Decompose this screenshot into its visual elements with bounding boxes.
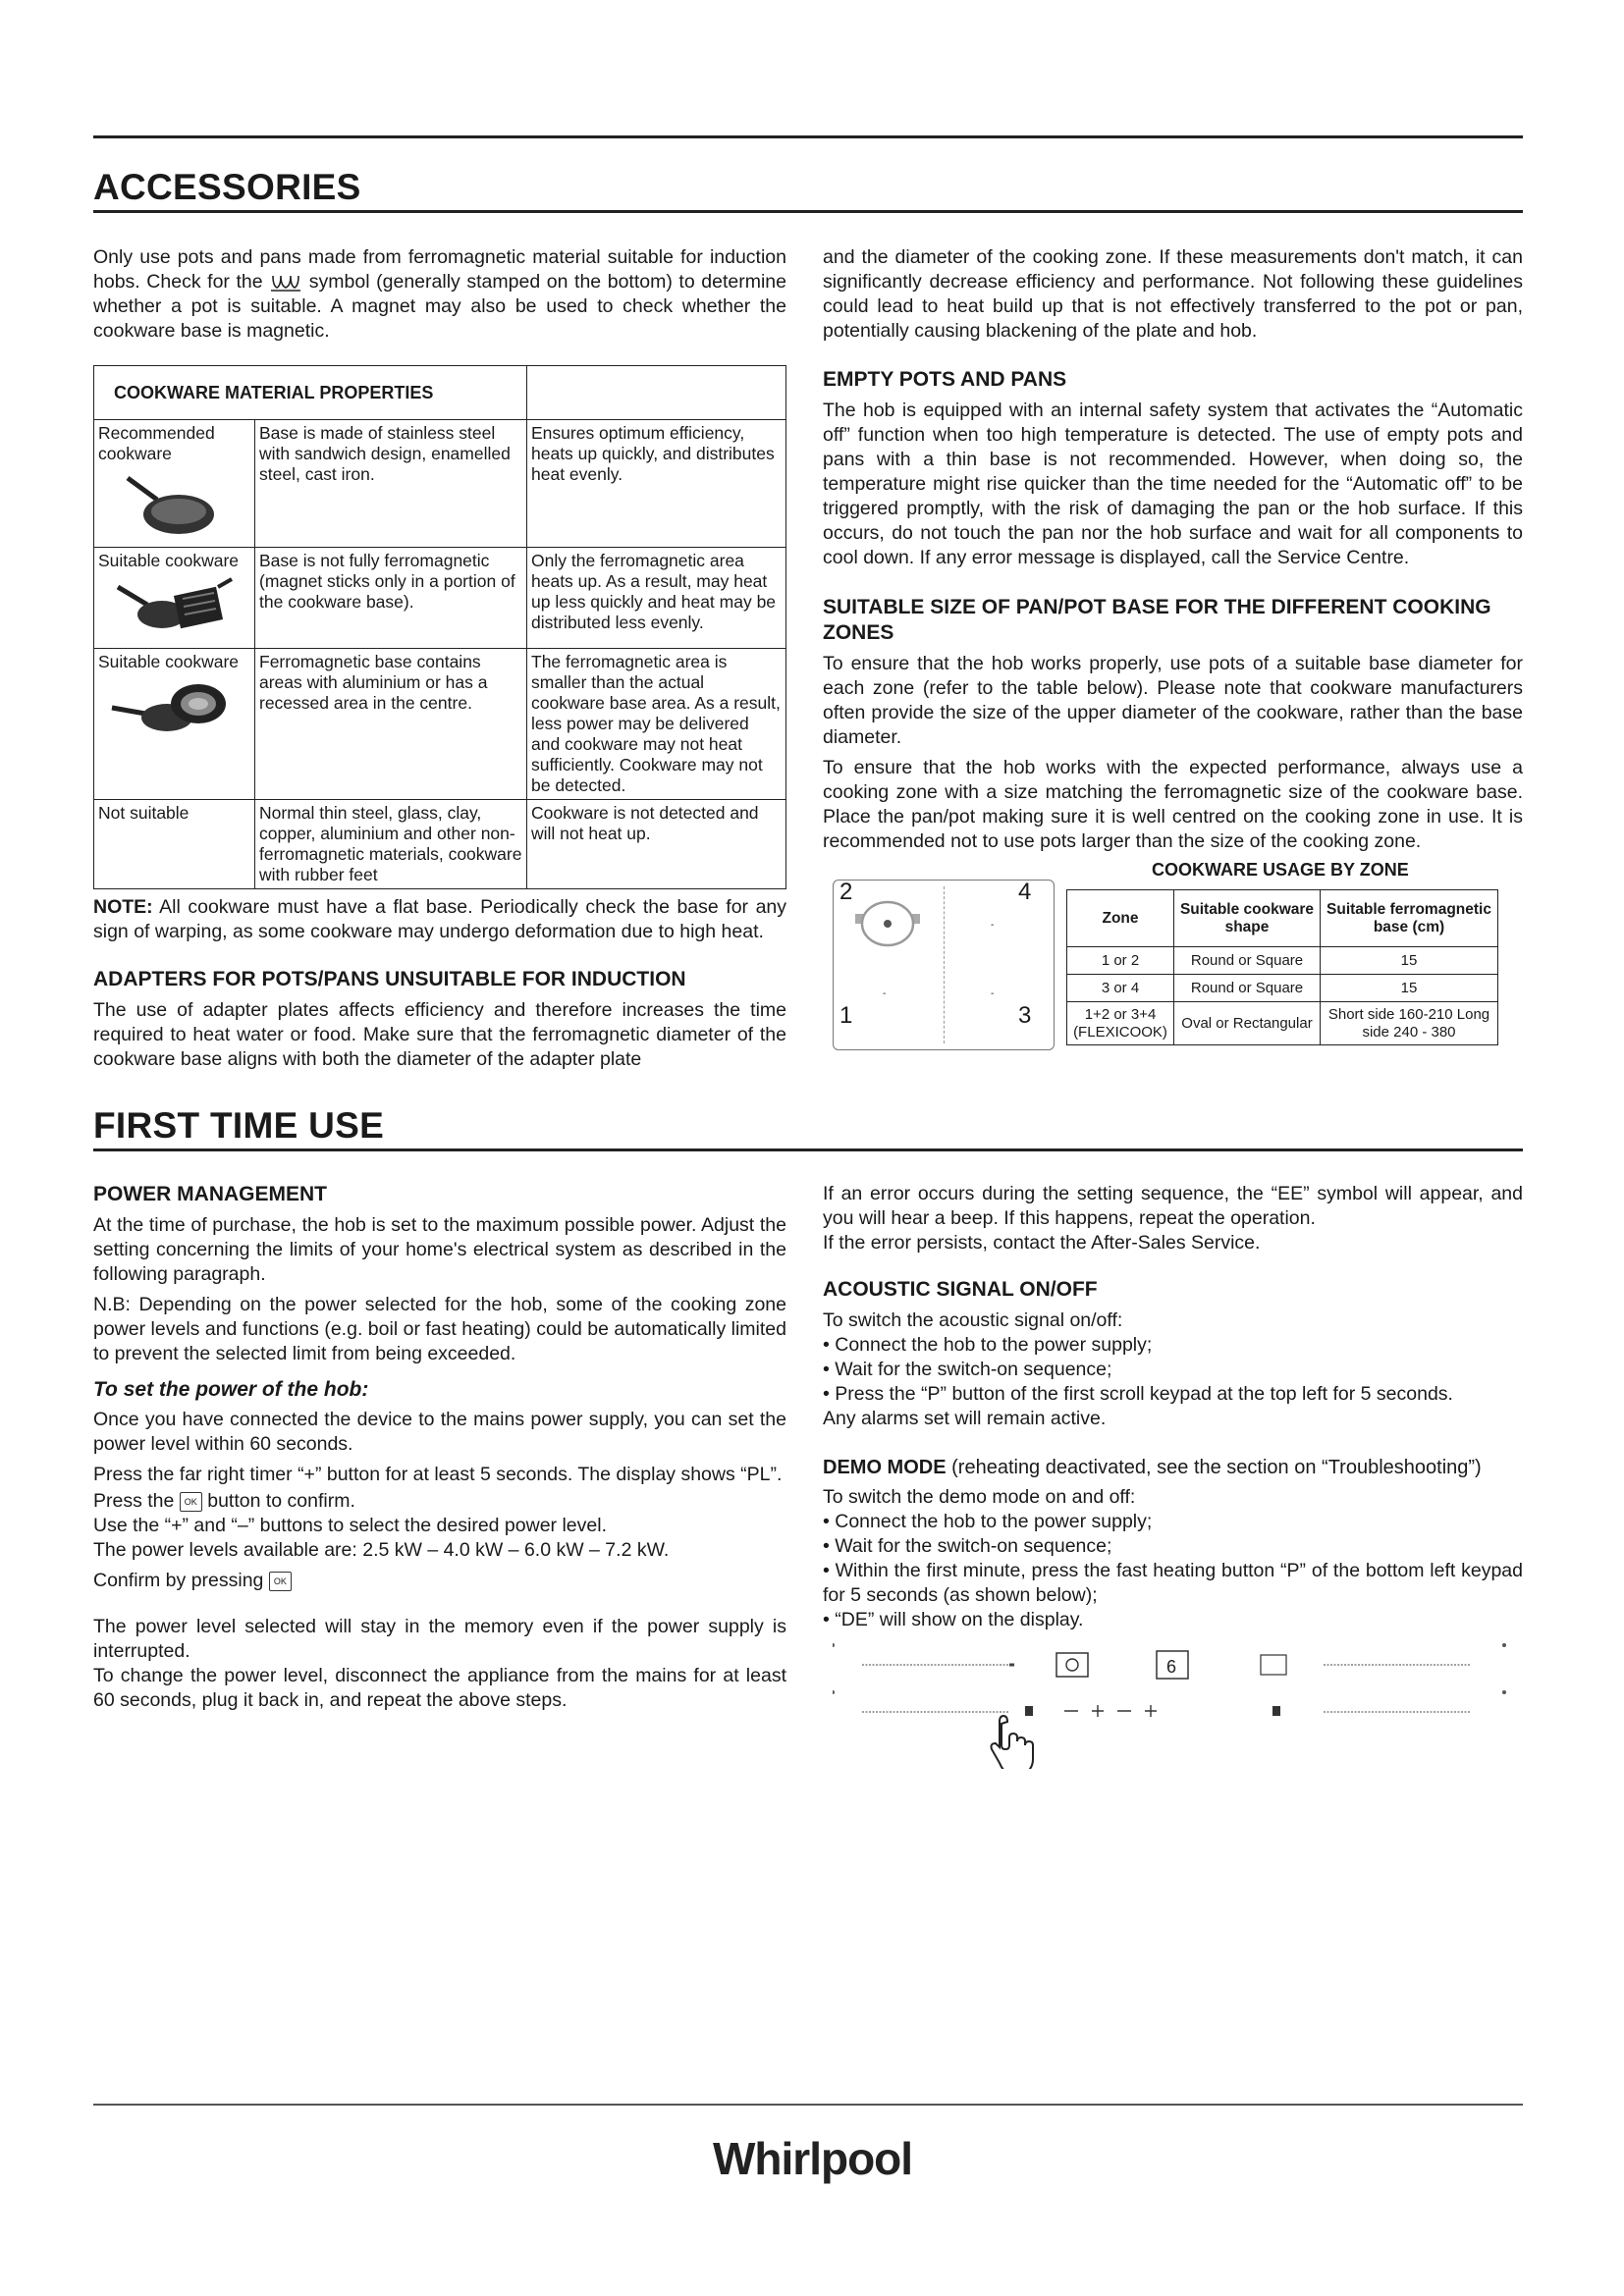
svg-text:6: 6	[1166, 1657, 1177, 1677]
base-cell: 15	[1321, 947, 1498, 975]
acoustic-end: Any alarms set will remain active.	[823, 1408, 1107, 1429]
footer-rule	[93, 2104, 1523, 2106]
demo-heading	[823, 1457, 1523, 1479]
row-result: The ferromagnetic area is smaller than the actual cookware base area. As a result, less power may be delivered and cookware may not heat sufficiently. Cookware may not be detected.	[527, 649, 786, 800]
row-result: Only the ferromagnetic area heats up. As a result, may heat up less quickly and heat may be distributed less evenly.	[527, 548, 786, 649]
frying-pan-icon	[108, 470, 226, 539]
empty-pots-section	[823, 367, 1523, 570]
demo-sub: (reheating deactivated, see the section on “Troubleshooting”)	[951, 1457, 1482, 1478]
accessories-intro	[93, 245, 786, 344]
base-header: Suitable ferromagnetic base (cm)	[1321, 890, 1498, 947]
base-cell: Short side 160-210 Long side 240 - 380	[1321, 1002, 1498, 1045]
confirm-line	[93, 1569, 786, 1593]
list-item: • Connect the hob to the power supply;	[823, 1334, 1153, 1356]
zone-cell: 1 or 2	[1067, 947, 1174, 975]
adapters-section	[93, 967, 786, 1072]
demo-intro: To switch the demo mode on and off:	[823, 1486, 1136, 1508]
shape-header: Suitable cookware shape	[1174, 890, 1321, 947]
empty-pots-title: EMPTY POTS AND PANS	[823, 368, 1067, 391]
induction-coil-icon	[269, 272, 302, 294]
confirm-by-text: Confirm by pressing	[93, 1570, 264, 1591]
zone-number: 4	[1018, 879, 1032, 905]
ok-key-icon: OK	[180, 1492, 202, 1512]
size-title: SUITABLE SIZE OF PAN/POT BASE FOR THE DIFFERENT COOKING ZONES	[823, 596, 1491, 644]
error-p1: If an error occurs during the setting sequence, the “EE” symbol will appear, and you will hear a beep. If this happens, repeat the operation.	[823, 1183, 1523, 1229]
press-the-text: Press the	[93, 1490, 175, 1512]
power-levels: The power levels available are: 2.5 kW – 4.0 kW – 6.0 kW – 7.2 kW.	[93, 1539, 670, 1561]
ok-key-icon: OK	[269, 1572, 292, 1591]
note-text: All cookware must have a flat base. Periodically check the base for any sign of warping, as some cookware may undergo deformation due to high heat.	[93, 896, 787, 942]
table-header: COOKWARE MATERIAL PROPERTIES	[94, 366, 527, 420]
first-use-rule	[93, 1148, 1523, 1151]
note-block	[93, 895, 786, 944]
table-row	[94, 649, 786, 800]
row-material: Normal thin steel, glass, clay, copper, aluminium and other non-ferromagnetic materials, cookware with rubber feet	[255, 800, 527, 889]
row-type: Suitable cookware	[98, 652, 239, 671]
accessories-title: ACCESSORIES	[93, 167, 361, 207]
power-p2: N.B: Depending on the power selected for the hob, some of the cooking zone power levels and functions (e.g. boil or fast heating) could be automatically limited to prevent the selected limit from being exceeded.	[93, 1294, 786, 1364]
memory-p: The power level selected will stay in the memory even if the power supply is interrupted.	[93, 1616, 786, 1662]
table-row	[94, 548, 786, 649]
power-p1: At the time of purchase, the hob is set to the maximum possible power. Adjust the setting concerning the limits of your home's electrical system as described in the following paragraph.	[93, 1214, 786, 1285]
hob-diagram: 2 4 1 3 - - -	[833, 880, 1055, 1050]
hand-pointer-icon	[992, 1716, 1034, 1769]
acoustic-title: ACOUSTIC SIGNAL ON/OFF	[823, 1278, 1098, 1301]
power-title: POWER MANAGEMENT	[93, 1183, 327, 1205]
cookware-material-table	[93, 365, 786, 889]
row-material: Base is not fully ferromagnetic (magnet sticks only in a portion of the cookware base).	[255, 548, 527, 649]
set-power-p1: Once you have connected the device to the mains power supply, you can set the power level within 60 seconds.	[93, 1409, 786, 1455]
set-power-title: To set the power of the hob:	[93, 1378, 369, 1401]
row-result: Cookware is not detected and will not heat up.	[527, 800, 786, 889]
recessed-pans-icon	[108, 678, 236, 737]
table-row	[1067, 1002, 1498, 1045]
top-rule	[93, 135, 1523, 138]
list-item: • Within the first minute, press the fast heating button “P” of the bottom left keypad for 5 seconds (as shown below);	[823, 1560, 1523, 1606]
set-power-p2: Press the far right timer “+” button for at least 5 seconds. The display shows “PL”.	[93, 1464, 783, 1485]
empty-pots-text: The hob is equipped with an internal safety system that activates the “Automatic off” function when too high temperature is detected. The use of empty pots and pans with a thin base is not recommended. However, when doing so, the temperature might rise quicker than the time needed for the “Automatic off” to be triggered promptly, with the risk of damaging the pan or the hob surface. If this occurs, do not touch the pan nor the hob surface and wait for all components to cool down. If any error message is displayed, call the Service Centre.	[823, 400, 1523, 568]
first-use-right	[823, 1182, 1523, 1632]
list-item: • “DE” will show on the display.	[823, 1609, 1084, 1630]
zone-number: 2	[839, 879, 853, 905]
row-type: Not suitable	[94, 800, 255, 889]
adapters-title: ADAPTERS FOR POTS/PANS UNSUITABLE FOR INDUCTION	[93, 968, 686, 990]
zone-header: Zone	[1067, 890, 1174, 947]
zone-table	[1066, 889, 1498, 1045]
pot-on-zone-icon	[853, 900, 922, 951]
zone-number: 3	[1018, 1002, 1032, 1029]
table-row	[1067, 975, 1498, 1002]
row-material: Base is made of stainless steel with sandwich design, enamelled steel, cast iron.	[255, 420, 527, 548]
zone-cell: 3 or 4	[1067, 975, 1174, 1002]
list-item: • Press the “P” button of the first scroll keypad at the top left for 5 seconds.	[823, 1383, 1453, 1405]
zone-cell: 1+2 or 3+4 (FLEXICOOK)	[1067, 1002, 1174, 1045]
zone-number: 1	[839, 1002, 853, 1029]
adapters-text: The use of adapter plates affects efficiency and therefore increases the time required to heat water or food. Make sure that the ferromagnetic diameter of the cookware base aligns with both the diameter of the adapter plate	[93, 999, 786, 1070]
note-label: NOTE:	[93, 896, 153, 918]
use-buttons: Use the “+” and “–” buttons to select the desired power level.	[93, 1515, 607, 1536]
table-row	[1067, 947, 1498, 975]
button-confirm-text: button to confirm.	[207, 1490, 355, 1512]
list-item: • Wait for the switch-on sequence;	[823, 1359, 1112, 1380]
size-text-1: To ensure that the hob works properly, use pots of a suitable base diameter for each zone (refer to the table below). Please note that cookware manufacturers often provide the size of the upper diameter of the cookware, rather than the base diameter.	[823, 653, 1523, 748]
first-use-title: FIRST TIME USE	[93, 1105, 385, 1146]
intro-part-2: symbol (generally stamped on the bottom) to determine whether a pot is suitable. A magnet may also be used to check whether the cookware base is magnetic.	[93, 271, 786, 342]
row-type: Recommended cookware	[98, 423, 215, 463]
acoustic-intro: To switch the acoustic signal on/off:	[823, 1309, 1123, 1331]
row-material: Ferromagnetic base contains areas with aluminium or has a recessed area in the centre.	[255, 649, 527, 800]
whirlpool-logo: Whirlpool	[713, 2133, 913, 2184]
control-panel-diagram	[833, 1641, 1520, 1769]
demo-title: DEMO MODE	[823, 1457, 947, 1478]
table-row	[94, 420, 786, 548]
accessories-rule	[93, 210, 1523, 213]
adapters-cont: and the diameter of the cooking zone. If these measurements don't match, it can significantly decrease efficiency and performance. Not following these guidelines could lead to heat build up that is not effectively transferred to the pot or pan, potentially causing blackening of the plate and hob.	[823, 246, 1523, 342]
list-item: • Wait for the switch-on sequence;	[823, 1535, 1112, 1557]
list-item: • Connect the hob to the power supply;	[823, 1511, 1153, 1532]
zone-table-title: COOKWARE USAGE BY ZONE	[1152, 860, 1409, 880]
grill-pans-icon	[108, 577, 236, 636]
shape-cell: Oval or Rectangular	[1174, 1002, 1321, 1045]
shape-cell: Round or Square	[1174, 947, 1321, 975]
change-p: To change the power level, disconnect the appliance from the mains for at least 60 seconds, plug it back in, and repeat the above steps.	[93, 1665, 786, 1711]
shape-cell: Round or Square	[1174, 975, 1321, 1002]
row-type: Suitable cookware	[98, 551, 239, 570]
size-section	[823, 595, 1523, 860]
base-cell: 15	[1321, 975, 1498, 1002]
intro-part-1: Only use pots and pans made from ferromagnetic material suitable for induction hobs. Check for the	[93, 246, 786, 293]
table-row	[94, 800, 786, 889]
press-ok-line	[93, 1489, 786, 1514]
row-result: Ensures optimum efficiency, heats up quickly, and distributes heat evenly.	[527, 420, 786, 548]
error-p2: If the error persists, contact the After-Sales Service.	[823, 1232, 1261, 1254]
size-text-2: To ensure that the hob works with the expected performance, always use a cooking zone with a size matching the ferromagnetic size of the cookware base. Place the pan/pot making sure it is well centred on the cooking zone in use. It is recommended not to use pots larger than the size of the cooking zone.	[823, 757, 1523, 852]
power-section	[93, 1182, 786, 1719]
